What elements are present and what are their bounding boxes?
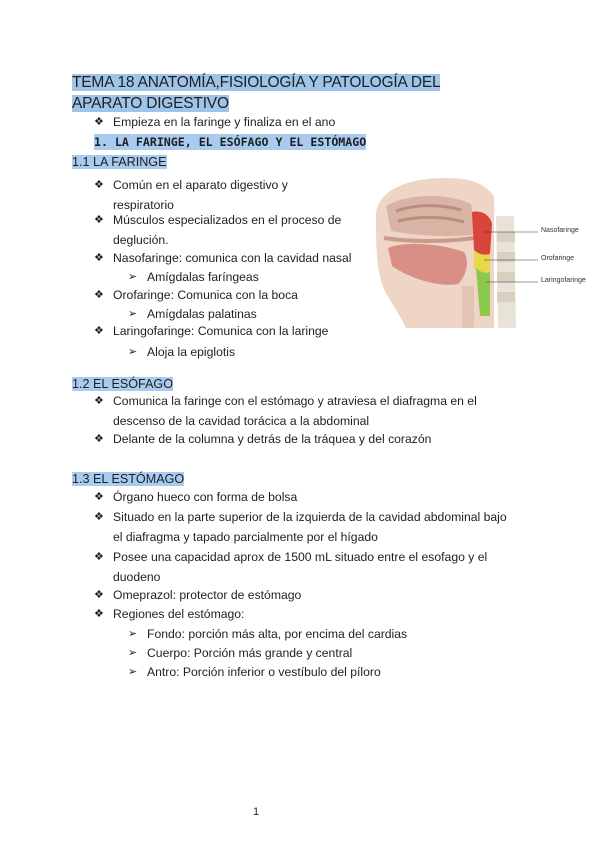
arrowhead-bullet-icon: ➢ xyxy=(128,308,138,320)
diamond-bullet-icon: ❖ xyxy=(94,214,104,226)
diamond-bullet-icon: ❖ xyxy=(94,511,104,523)
subsection-heading-estomago: 1.3 EL ESTÓMAGO xyxy=(72,472,185,486)
subsection-heading-faringe: 1.1 LA FARINGE xyxy=(72,155,167,169)
sub-list-item: ➢ Amígdalas palatinas xyxy=(128,305,328,325)
arrowhead-bullet-icon: ➢ xyxy=(128,346,138,358)
label-leader-lines xyxy=(366,176,538,328)
arrowhead-bullet-icon: ➢ xyxy=(128,647,138,659)
section-heading-1: 1. LA FARINGE, EL ESÓFAGO Y EL ESTÓMAGO xyxy=(94,135,367,149)
sub-list-item: ➢ Aloja la epiglotis xyxy=(128,343,328,363)
list-item: ❖ Delante de la columna y detrás de la tráquea y del corazón xyxy=(94,430,514,450)
list-item: ❖ Músculos especializados en el proceso de deglución. xyxy=(94,213,342,247)
diamond-bullet-icon: ❖ xyxy=(94,608,104,620)
list-item: ❖ Órgano hueco con forma de bolsa xyxy=(94,488,514,508)
list-item: ❖ Nasofaringe: comunica con la cavidad nasal xyxy=(94,249,374,269)
list-item: ❖ Orofaringe: Comunica con la boca xyxy=(94,286,374,306)
list-item: ❖ Laringofaringe: Comunica con la laringe xyxy=(94,322,374,342)
diamond-bullet-icon: ❖ xyxy=(94,551,104,563)
diamond-bullet-icon: ❖ xyxy=(94,395,104,407)
diamond-bullet-icon: ❖ xyxy=(94,179,104,191)
arrowhead-bullet-icon: ➢ xyxy=(128,271,138,283)
subsection-heading-esofago: 1.2 EL ESÓFAGO xyxy=(72,377,174,391)
sub-list-item: ➢ Amígdalas faríngeas xyxy=(128,268,328,288)
list-item: ❖ Regiones del estómago: xyxy=(94,605,514,625)
diamond-bullet-icon: ❖ xyxy=(94,589,104,601)
diamond-bullet-icon: ❖ xyxy=(94,325,104,337)
diamond-bullet-icon: ❖ xyxy=(94,491,104,503)
list-item: ❖ Comunica la faringe con el estómago y atraviesa el diafragma en el descenso de la cavidad torácica a la abdominal xyxy=(94,394,477,428)
diamond-bullet-icon: ❖ xyxy=(94,252,104,264)
arrowhead-bullet-icon: ➢ xyxy=(128,628,138,640)
list-item: ❖ Omeprazol: protector de estómago xyxy=(94,586,514,606)
page-number: 1 xyxy=(253,806,260,818)
sub-list-item: ➢ Cuerpo: Porción más grande y central xyxy=(128,644,458,664)
title-line-2: APARATO DIGESTIVO xyxy=(72,95,229,112)
figure-label-orofaringe: Orofaringe xyxy=(541,255,575,262)
list-item: ❖ Posee una capacidad aprox de 1500 mL situado entre el esofago y el duodeno xyxy=(94,550,488,584)
figure-label-nasofaringe: Nasofaringe xyxy=(541,227,579,234)
title-line-1: TEMA 18 ANATOMÍA,FISIOLOGÍA Y PATOLOGÍA DEL xyxy=(72,74,441,91)
diamond-bullet-icon: ❖ xyxy=(94,289,104,301)
sub-list-item: ➢ Antro: Porción inferior o vestíbulo del píloro xyxy=(128,663,458,683)
list-item: ❖ Situado en la parte superior de la izquierda de la cavidad abdominal bajo el diafragma y tapado parcialmente por el hígado xyxy=(94,510,507,544)
diamond-bullet-icon: ❖ xyxy=(94,116,104,128)
sub-list-item: ➢ Fondo: porción más alta, por encima del cardias xyxy=(128,625,458,645)
document-title xyxy=(72,72,482,114)
list-item-text: Empieza en la faringe y finaliza en el ano xyxy=(113,115,336,129)
list-item xyxy=(94,113,494,133)
diamond-bullet-icon: ❖ xyxy=(94,433,104,445)
figure-label-laringofaringe: Laringofaringe xyxy=(541,277,586,284)
arrowhead-bullet-icon: ➢ xyxy=(128,666,138,678)
pharynx-anatomy-figure xyxy=(366,176,538,328)
list-item: ❖ Común en el aparato digestivo y respiratorio xyxy=(94,178,288,212)
